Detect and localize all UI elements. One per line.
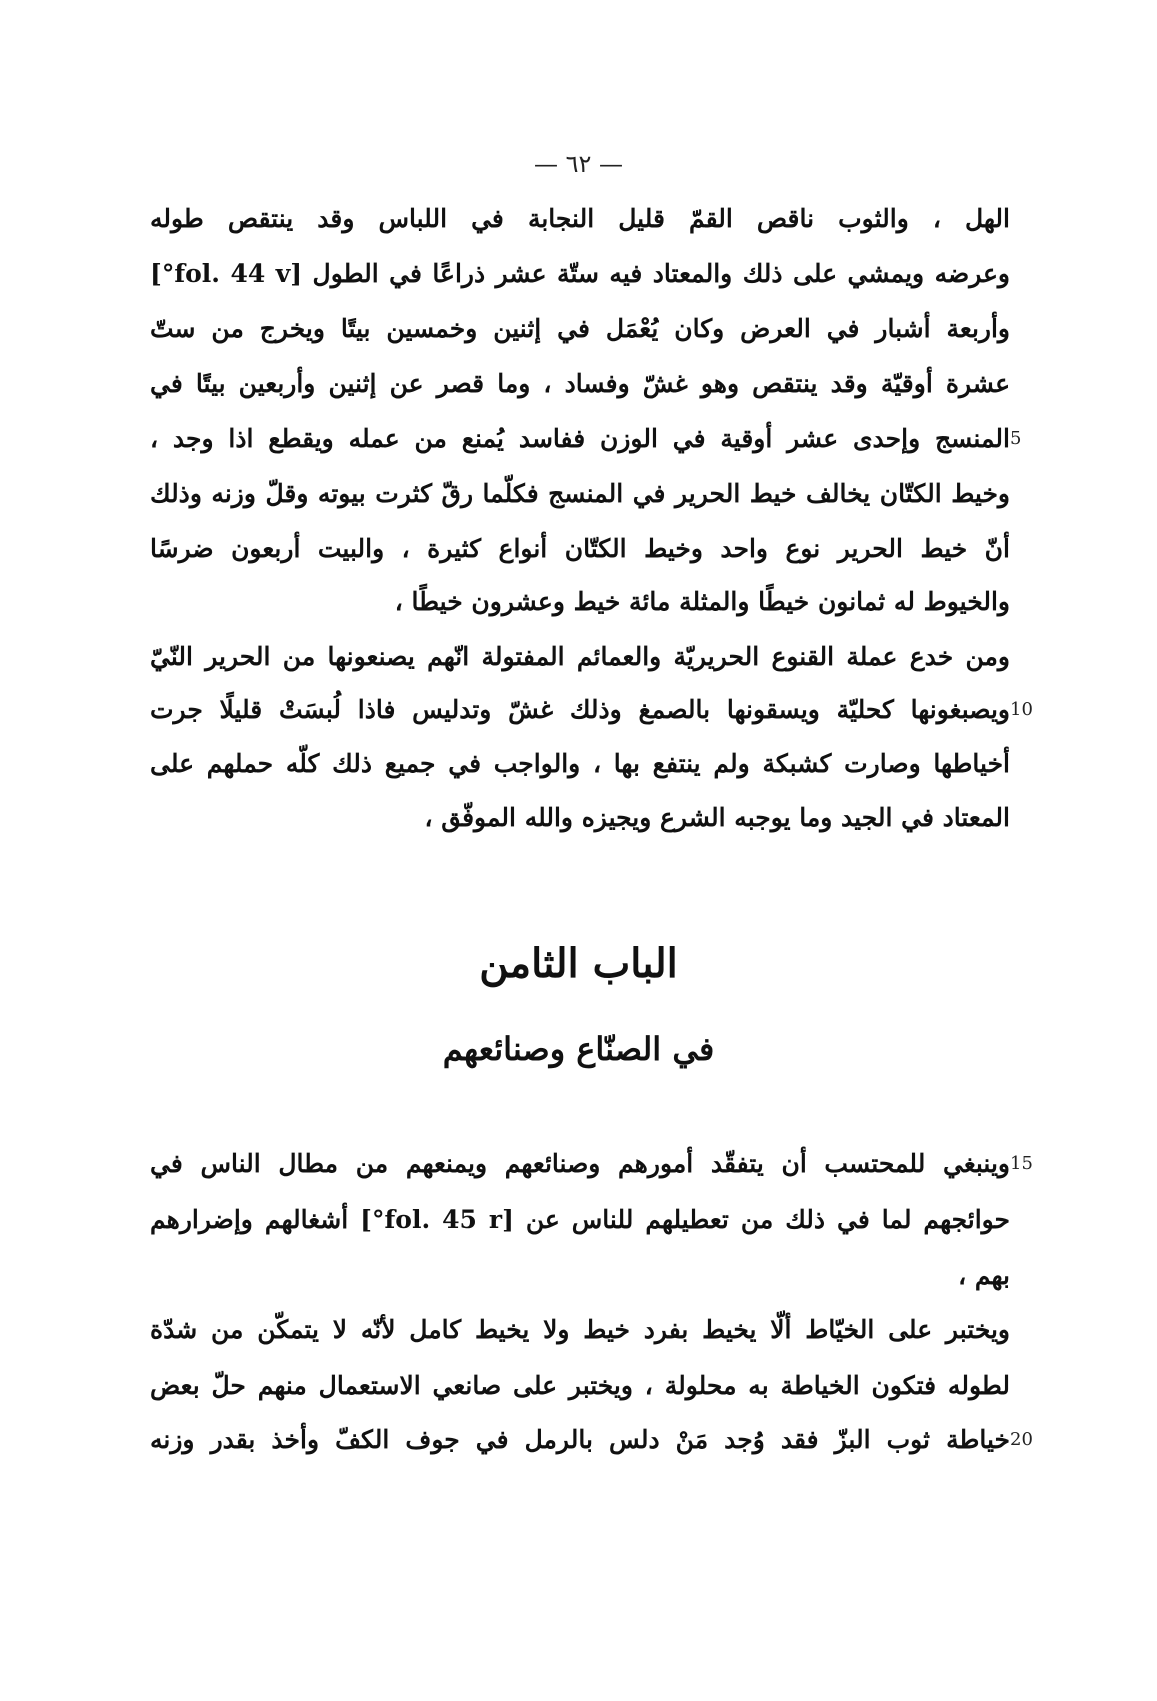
text-line-3: وأربعة أشبار في العرض وكان يُعْمَل في إثنين وخمسين بيتًا ويخرج من ستّ: [150, 314, 1010, 343]
text-line-2: وعرضه ويمشي على ذلك والمعتاد فيه ستّة عشر ذراعًا في الطول [fol. 44 v°]: [150, 259, 1010, 288]
text-line-8: والخيوط له ثمانون خيطًا والمثلة مائة خيط وعشرون خيطًا ،: [394, 587, 1010, 616]
text-line-11: أخياطها وصارت كشبكة ولم ينتفع بها ، والواجب في جميع ذلك كلّه حملهم على: [150, 749, 1010, 778]
text-line-1: الهل ، والثوب ناقص القمّ قليل النجابة في اللباس وقد ينتقص طوله: [150, 204, 1010, 233]
text-line-10: ويصبغونها كحليّة ويسقونها بالصمغ وذلك غشّ وتدليس فاذا لُبسَتْ قليلًا جرت: [150, 695, 1010, 724]
text-line-12: المعتاد في الجيد وما يوجبه الشرع ويجيزه والله الموفّق ،: [424, 803, 1010, 832]
line-number-10: 10: [1010, 699, 1033, 720]
line-number-5: 5: [1010, 428, 1022, 449]
text-line-19: لطوله فتكون الخياطة به محلولة ، ويختبر على صانعي الاستعمال منهم حلّ بعض: [150, 1371, 1010, 1400]
text-line-17: بهم ،: [958, 1261, 1010, 1290]
text-line-16: حوائجهم لما في ذلك من تعطيلهم للناس عن [fol. 45 r°] أشغالهم وإضرارهم: [150, 1205, 1010, 1234]
text-line-15: وينبغي للمحتسب أن يتفقّد أمورهم وصنائعهم ويمنعهم من مطال الناس في: [150, 1149, 1010, 1178]
text-line-6: وخيط الكتّان يخالف خيط الحرير في المنسج فكلّما رقّ كثرت بيوته وقلّ وزنه وذلك: [150, 479, 1010, 508]
text-line-9: ومن خدع عملة القنوع الحريريّة والعمائم المفتولة انّهم يصنعونها من الحرير النّيّ: [150, 642, 1010, 671]
chapter-title: الباب الثامن: [479, 940, 678, 987]
line-number-20: 20: [1010, 1429, 1033, 1450]
text-line-18: ويختبر على الخيّاط ألّا يخيط بفرد خيط ولا يخيط كامل لأنّه لا يتمكّن من شدّة: [150, 1315, 1010, 1344]
text-line-4: عشرة أوقيّة وقد ينتقص وهو غشّ وفساد ، وما قصر عن إثنين وأربعين بيتًا في: [150, 369, 1010, 398]
chapter-subtitle: في الصنّاع وصنائعهم: [442, 1030, 715, 1068]
text-line-20: خياطة ثوب البزّ فقد وُجد مَنْ دلس بالرمل في جوف الكفّ وأخذ بقدر وزنه: [150, 1425, 1010, 1454]
text-line-7: أنّ خيط الحرير نوع واحد وخيط الكتّان أنواع كثيرة ، والبيت أربعون ضرسًا: [150, 534, 1010, 563]
text-line-5: المنسج وإحدى عشر أوقية في الوزن ففاسد يُمنع من عمله ويقطع اذا وجد ،: [150, 424, 1010, 453]
line-number-15: 15: [1010, 1153, 1033, 1174]
page-number: — ٦٢ —: [533, 150, 624, 178]
